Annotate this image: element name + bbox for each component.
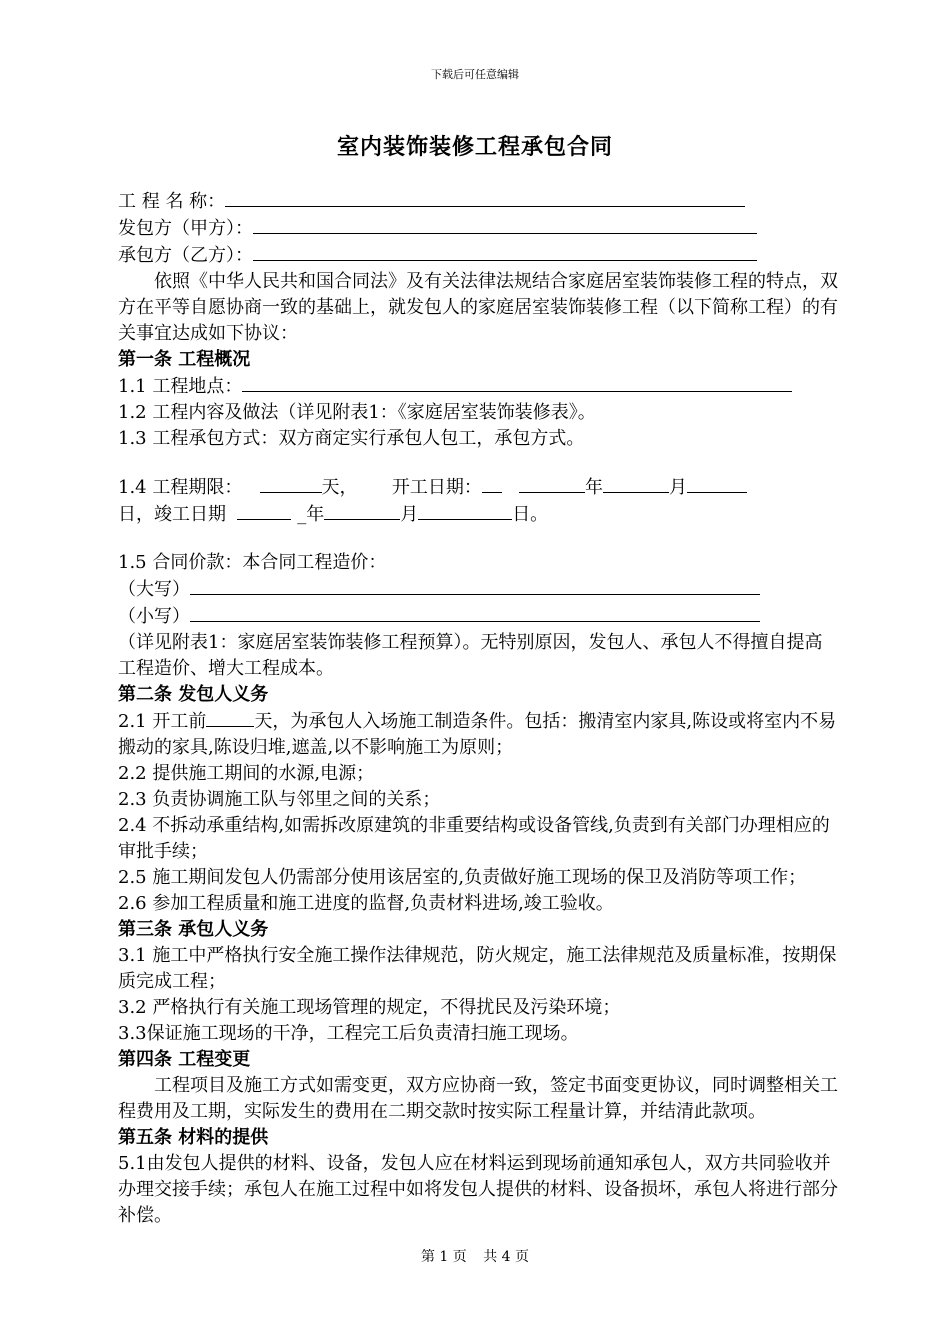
clause-2-2: 2.2 提供施工期间的水源,电源； bbox=[118, 763, 375, 784]
page-footer bbox=[0, 1246, 950, 1266]
field-project-name: 工 程 名 称： bbox=[118, 188, 840, 215]
clause-1-4: 1.4 工程期限： 天， 开工日期： 年 月 日，竣工日期 _年 月 日。 bbox=[118, 474, 840, 528]
clause-2-6: 2.6 参加工程质量和施工进度的监督,负责材料进场,竣工验收。 bbox=[118, 893, 614, 914]
clause-1-5: 1.5 合同价款：本合同工程造价： bbox=[118, 552, 387, 573]
clause-2-5: 2.5 施工期间发包人仍需部分使用该居室的,负责做好施工现场的保卫及消防等项工作； bbox=[118, 867, 807, 888]
clause-1-3: 1.3 工程承包方式：双方商定实行承包人包工，承包方式。 bbox=[118, 428, 585, 449]
field-party-a: 发包方（甲方）： bbox=[118, 215, 840, 242]
article-3-heading: 第三条 承包人义务 bbox=[118, 919, 269, 940]
clause-3-1: 3.1 施工中严格执行安全施工操作法律规范，防火规定，施工法律规范及质量标准，按期保质完成工程； bbox=[118, 945, 837, 992]
page-number: 第 1 页 bbox=[420, 1249, 467, 1265]
amount-numeric: （小写） bbox=[118, 603, 840, 630]
clause-1-2: 1.2 工程内容及做法（详见附表1：《家庭居室装饰装修表》。 bbox=[118, 402, 596, 423]
article-4-heading: 第四条 工程变更 bbox=[118, 1049, 251, 1070]
intro-paragraph: 依照《中华人民共和国合同法》及有关法律法规结合家庭居室装饰装修工程的特点，双方在平等自愿协商一致的基础上，就发包人的家庭居室装饰装修工程（以下简称工程）的有关事宜达成如下协议： bbox=[118, 271, 838, 344]
clause-2-3: 2.3 负责协调施工队与邻里之间的关系； bbox=[118, 789, 441, 810]
clause-3-3: 3.3保证施工现场的干净，工程完工后负责清扫施工现场。 bbox=[118, 1023, 579, 1044]
blank-line bbox=[253, 242, 757, 261]
clause-2-1: 2.1 开工前 天，为承包人入场施工制造条件。包括：搬清室内家具,陈设或将室内不易搬动的家具,陈设归堆,遮盖,以不影响施工为原则； bbox=[118, 708, 840, 761]
document-title: 室内装饰装修工程承包合同 bbox=[336, 134, 613, 160]
field-party-b: 承包方（乙方）： bbox=[118, 242, 840, 269]
clause-3-2: 3.2 严格执行有关施工现场管理的规定，不得扰民及污染环境； bbox=[118, 997, 621, 1018]
clause-2-4: 2.4 不拆动承重结构,如需拆改原建筑的非重要结构或设备管线,负责到有关部门办理相应的审批手续； bbox=[118, 815, 830, 862]
article-1-heading: 第一条 工程概况 bbox=[118, 349, 251, 370]
clause-5-1: 5.1由发包人提供的材料、设备，发包人应在材料运到现场前通知承包人，双方共同验收并办理交接手续；承包人在施工过程中如将发包人提供的材料、设备损坏，承包人将进行部分补偿。 bbox=[118, 1153, 838, 1226]
clause-1-1: 1.1 工程地点： bbox=[118, 373, 840, 400]
clause-1-5-note: （详见附表1：家庭居室装饰装修工程预算）。无特别原因，发包人、承包人不得擅自提高工程造价、增大工程成本。 bbox=[118, 632, 823, 679]
blank-line bbox=[242, 373, 792, 392]
contract-body bbox=[118, 188, 840, 1229]
amount-uppercase: （大写） bbox=[118, 576, 840, 603]
header-note: 下载后可任意编辑 bbox=[431, 68, 519, 81]
blank-line bbox=[190, 603, 760, 622]
article-5-heading: 第五条 材料的提供 bbox=[118, 1127, 269, 1148]
page-total: 共 4 页 bbox=[483, 1249, 530, 1265]
blank-line bbox=[225, 188, 745, 207]
blank-line bbox=[253, 215, 757, 234]
blank-line bbox=[190, 576, 760, 595]
article-2-heading: 第二条 发包人义务 bbox=[118, 684, 269, 705]
article-4-text: 工程项目及施工方式如需变更，双方应协商一致，签定书面变更协议，同时调整相关工程费用及工期，实际发生的费用在二期交款时按实际工程量计算，并结清此款项。 bbox=[118, 1075, 838, 1122]
